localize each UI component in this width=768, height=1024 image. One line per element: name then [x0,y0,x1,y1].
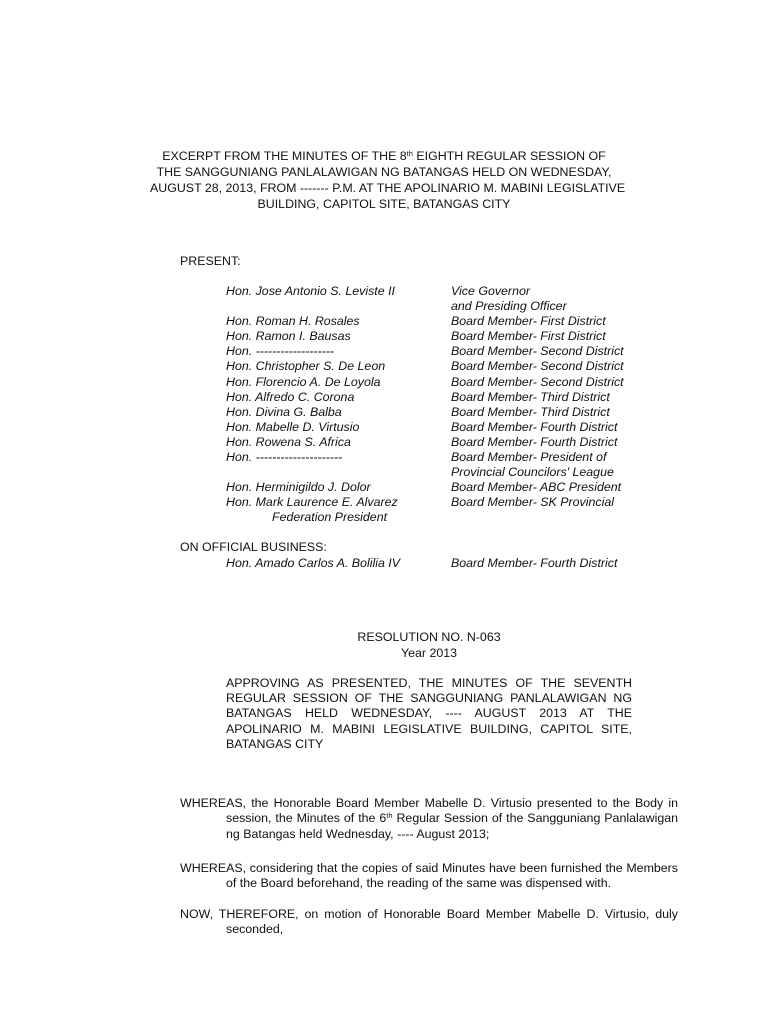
paragraph-line: WHEREAS, the Honorable Board Member Mabelle D. Virtusio presented to the Body in [180,796,678,810]
member-row [226,344,641,359]
member-row [226,284,641,299]
member-name [226,299,451,314]
member-name: Federation President [272,510,388,525]
member-role: Board Member- Second District [451,374,624,389]
member-row [226,450,641,465]
member-row [226,435,641,450]
member-name: Hon. --------------------- [226,450,343,465]
member-row [226,480,641,495]
member-name: Hon. Alfredo C. Corona [226,389,355,404]
member-role: Board Member- First District [451,314,606,329]
member-role: Board Member- Third District [451,404,610,419]
member-row [226,390,641,405]
paragraph-line: session, the Minutes of the 6th Regular Session of the Sangguniang Panlalawigan [226,811,678,826]
title-line: APOLINARIO M. MABINI LEGISLATIVE BUILDING, CAPITOL SITE, [226,721,632,736]
resolution-year: Year 2013 [400,646,458,660]
paragraph-line: WHEREAS, considering that the copies of said Minutes have been furnished the Members [180,861,678,875]
member-row [226,405,641,420]
now-therefore-paragraph [180,907,678,938]
whereas-paragraph-1 [180,796,678,842]
member-name: Hon. Mark Laurence E. Alvarez [226,495,398,510]
present-label: PRESENT: [180,254,241,268]
member-name: Hon. Roman H. Rosales [226,314,360,329]
member-role: Board Member- Fourth District [451,419,618,434]
member-role: Board Member- Fourth District [451,556,618,570]
member-role: Board Member- President of [451,450,607,465]
member-role: Board Member- ABC President [451,480,622,495]
member-role: Board Member- Second District [451,359,624,374]
member-role [451,510,641,525]
resolution-heading [150,629,708,661]
member-row [226,329,641,344]
member-name: Hon. Mabelle D. Virtusio [226,419,360,434]
member-name: Hon. Florencio A. De Loyola [226,374,381,389]
member-role: Board Member- SK Provincial [451,495,614,510]
title-line: BATANGAS CITY [226,736,324,751]
member-row [226,510,641,525]
paragraph-line: ng Batangas held Wednesday, ---- August 2013; [226,826,490,841]
member-role: Board Member- Fourth District [451,434,618,449]
member-role: Vice Governor [451,284,530,298]
title-line: BATANGAS HELD WEDNESDAY, ---- AUGUST 2013 AT THE [226,706,632,721]
header-line-4: BUILDING, CAPITOL SITE, BATANGAS CITY [257,197,511,211]
member-role: Board Member- Third District [451,389,610,404]
paragraph-line: of the Board beforehand, the reading of the same was dispensed with. [226,876,612,891]
official-business-label: ON OFFICIAL BUSINESS: [180,540,327,554]
member-role: Board Member- First District [451,329,606,344]
member-name: Hon. ------------------- [226,344,335,359]
member-name: Hon. Christopher S. De Leon [226,359,386,374]
paragraph-line: NOW, THEREFORE, on motion of Honorable Board Member Mabelle D. Virtusio, duly [180,907,678,921]
title-line: APPROVING AS PRESENTED, THE MINUTES OF THE SEVENTH [226,676,632,690]
member-row [226,359,641,374]
member-row [226,495,641,510]
member-name: Hon. Rowena S. Africa [226,434,351,449]
member-row [226,556,641,571]
paragraph-line: seconded, [226,922,284,937]
whereas-paragraph-2 [180,861,678,892]
header-line-3: AUGUST 28, 2013, FROM ------- P.M. AT THE APOLINARIO M. MABINI LEGISLATIVE [150,181,626,195]
resolution-number: RESOLUTION NO. N-063 [357,630,501,644]
document-header [150,148,626,212]
member-row [226,375,641,390]
header-line-2: THE SANGGUNIANG PANLALAWIGAN NG BATANGAS HELD ON WEDNESDAY, [156,165,612,179]
member-name [226,465,451,480]
present-members-list [226,284,641,526]
ordinal-suffix: th [386,811,393,821]
member-row [226,314,641,329]
member-role: Provincial Councilors' League [451,465,614,480]
member-role: Board Member- Second District [451,344,624,359]
title-line: REGULAR SESSION OF THE SANGGUNIANG PANLALAWIGAN NG [226,691,632,706]
member-name: Hon. Ramon I. Bausas [226,329,351,344]
header-line-1: EXCERPT FROM THE MINUTES OF THE 8th EIGHTH REGULAR SESSION OF [162,149,606,163]
member-role: and Presiding Officer [451,299,567,314]
ordinal-suffix: th [406,149,413,158]
resolution-title [226,676,632,752]
official-business-list [226,556,641,571]
member-name: Hon. Amado Carlos A. Bolilia IV [226,556,401,570]
member-row [226,299,641,314]
member-name: Hon. Divina G. Balba [226,404,342,419]
member-name: Hon. Jose Antonio S. Leviste II [226,284,395,298]
member-name: Hon. Herminigildo J. Dolor [226,480,371,495]
member-row [226,420,641,435]
member-row [226,465,641,480]
